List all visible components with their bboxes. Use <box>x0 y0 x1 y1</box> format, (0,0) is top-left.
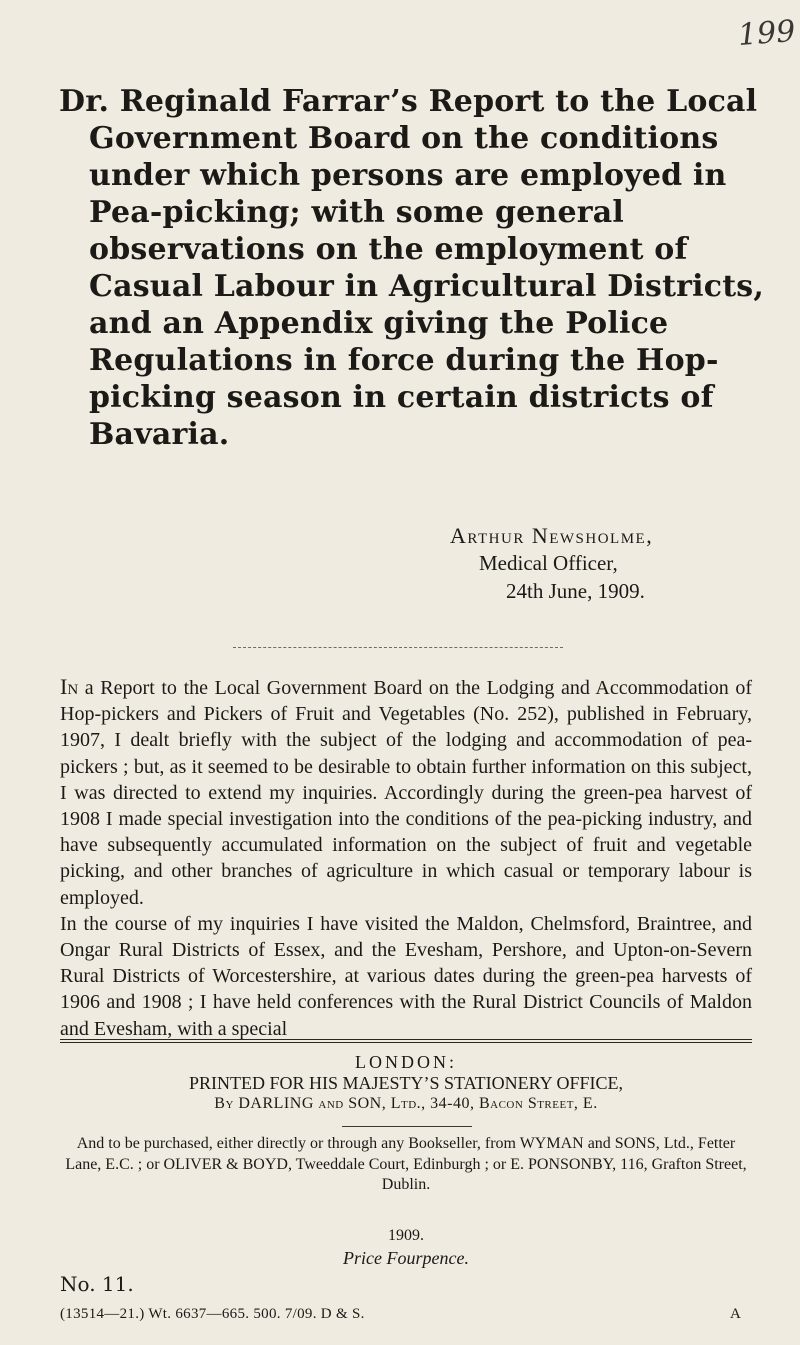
imprint-city: LONDON: <box>355 1052 457 1072</box>
report-title: Dr. Reginald Farrar’s Report to the Local Government Board on the conditions under which persons are employed in Pea-picking; with some general observations on the employment of Casual Labour in Agricultural Districts, and an Appendix giving the Police Regulations in force during the Hop-picking season in certain districts of Bavaria. <box>59 84 765 452</box>
section-divider <box>233 647 563 648</box>
paragraph-1-text: a Report to the Local Government Board on the Lodging and Accommodation of Hop-pickers and Pickers of Fruit and Vegetables (No. 252), published in February, 1907, I dealt briefly with the subject of the lodging and accommodation of pea-pickers ; but, as it seemed to be desirable to obtain further information on this subject, I was directed to extend my inquiries. Accordingly during the green-pea harvest of 1908 I made special investigation into the conditions of the pea-picking industry, and have subsequently accumulated information on the subject of fruit and vegetable picking, and other branches of agriculture in which casual or temporary labour is employed. <box>60 677 752 909</box>
price: Price Fourpence. <box>343 1248 469 1268</box>
imprint-rule-bottom <box>60 1042 752 1043</box>
paragraph-lead-word: In <box>60 674 79 699</box>
signature-role: Medical Officer, <box>479 551 618 575</box>
paragraph-2: In the course of my inquiries I have visited the Maldon, Chelmsford, Braintree, and Ongar Rural Districts of Essex, and the Evesham, Pershore, and Upton-on-Severn Rural Districts of Worcestershire, at various dates during the green-pea harvests of 1906 and 1908 ; I have held conferences with the Rural District Councils of Maldon and Evesham, with a special <box>60 912 752 1040</box>
imprint-printed-for: PRINTED FOR HIS MAJESTY’S STATIONERY OFFICE, <box>189 1073 623 1093</box>
paragraph-1 <box>60 674 752 911</box>
signature-mark: A <box>730 1306 741 1322</box>
sales-notice: And to be purchased, either directly or through any Bookseller, from WYMAN and SONS, Ltd., Fetter Lane, E.C. ; or OLIVER & BOYD, Tweeddale Court, Edinburgh ; or E. PONSONBY, 116, Grafton Street, Dublin. <box>65 1135 747 1193</box>
signature-name: Arthur Newsholme, <box>450 523 654 548</box>
publication-year: 1909. <box>388 1227 424 1244</box>
report-body <box>60 674 752 1042</box>
report-number: No. 11. <box>60 1272 134 1296</box>
signature-date: 24th June, 1909. <box>506 579 645 603</box>
imprint-divider <box>342 1126 472 1127</box>
imprint-rule-top <box>60 1039 752 1040</box>
imprint-printed-by: By DARLING and SON, Ltd., 34-40, Bacon Street, E. <box>214 1095 598 1112</box>
print-code: (13514—21.) Wt. 6637—665. 500. 7/09. D & S. <box>60 1306 365 1322</box>
handwritten-page-number: 199 <box>736 14 797 53</box>
